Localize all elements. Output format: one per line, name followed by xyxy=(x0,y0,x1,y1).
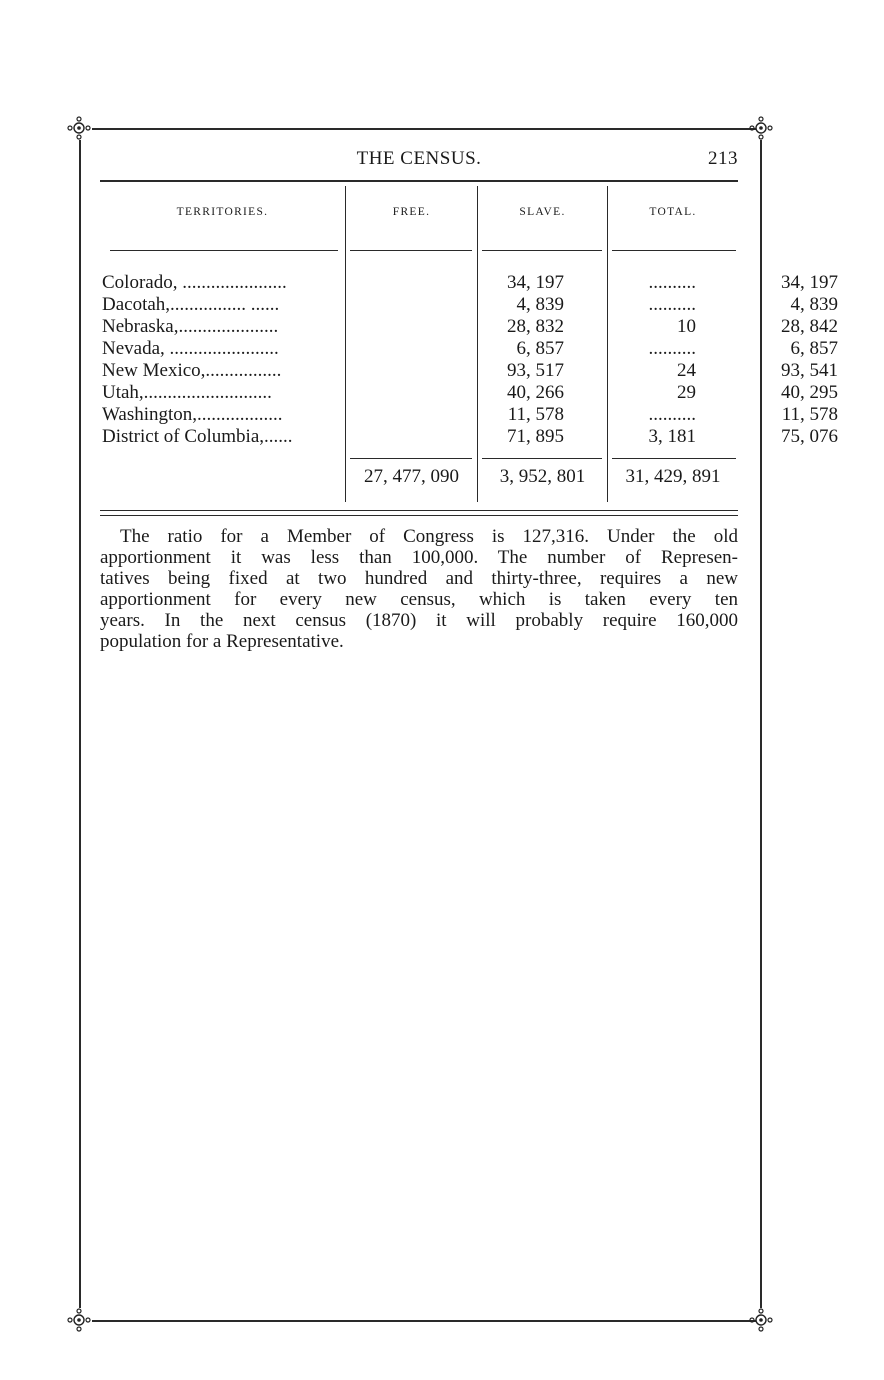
total-count: 4, 839 xyxy=(790,294,838,315)
free-count: 28, 832 xyxy=(507,316,564,337)
grand-total-all: 31, 429, 891 xyxy=(625,466,721,487)
total-count: 75, 076 xyxy=(781,426,838,447)
header-slave: SLAVE. xyxy=(519,206,566,218)
table-row xyxy=(100,426,838,448)
table-row xyxy=(100,294,838,316)
territory-name: Colorado, ...................... xyxy=(102,272,287,293)
territory-name: Nebraska,..................... xyxy=(102,316,279,337)
header-total: TOTAL. xyxy=(649,206,697,218)
total-count: 6, 857 xyxy=(790,338,838,359)
total-count: 11, 578 xyxy=(781,404,838,425)
page-number: 213 xyxy=(708,148,738,169)
paragraph-line: population for a Representative. xyxy=(100,631,344,652)
total-count: 28, 842 xyxy=(781,316,838,337)
slave-count: .......... xyxy=(648,294,696,315)
table-row xyxy=(100,316,838,338)
table-top-rule xyxy=(100,180,738,182)
table-bottom-rule xyxy=(100,515,738,516)
territory-name: New Mexico,................ xyxy=(102,360,282,381)
table-row xyxy=(100,404,838,426)
total-count: 93, 541 xyxy=(781,360,838,381)
table-bottom-rule xyxy=(100,510,738,511)
header-underline xyxy=(612,250,736,251)
frame-bottom-rule xyxy=(92,1320,756,1322)
free-count: 4, 839 xyxy=(516,294,564,315)
running-head xyxy=(100,148,738,176)
paragraph-line: apportionment for every new census, which is taken every ten xyxy=(100,589,738,610)
sum-rule xyxy=(350,458,472,459)
territory-name: Utah,........................... xyxy=(102,382,272,403)
slave-count: 10 xyxy=(677,316,696,337)
territory-name: Dacotah,................ ...... xyxy=(102,294,280,315)
table-row xyxy=(100,382,838,404)
free-count: 11, 578 xyxy=(507,404,564,425)
slave-count: .......... xyxy=(648,272,696,293)
table-row xyxy=(100,360,838,382)
header-free: FREE. xyxy=(392,206,431,218)
paragraph-line: years. In the next census (1870) it will probably require 160,000 xyxy=(100,610,738,631)
free-count: 71, 895 xyxy=(507,426,564,447)
table-row xyxy=(100,272,838,294)
slave-count: .......... xyxy=(648,338,696,359)
table-row xyxy=(100,338,838,360)
grand-total-free: 27, 477, 090 xyxy=(364,466,459,487)
free-count: 6, 857 xyxy=(516,338,564,359)
header-underline xyxy=(110,250,338,251)
body-paragraph xyxy=(100,526,738,652)
header-underline xyxy=(482,250,602,251)
slave-count: 3, 181 xyxy=(648,426,696,447)
header-underline xyxy=(350,250,472,251)
sum-rule xyxy=(612,458,736,459)
sum-rule xyxy=(482,458,602,459)
total-count: 40, 295 xyxy=(781,382,838,403)
frame-left-rule xyxy=(79,140,81,1308)
slave-count: 24 xyxy=(677,360,696,381)
territory-name: Nevada, ....................... xyxy=(102,338,279,359)
free-count: 93, 517 xyxy=(507,360,564,381)
grand-total-slave: 3, 952, 801 xyxy=(499,466,586,487)
corner-ornament-icon xyxy=(748,115,774,141)
territory-name: Washington,.................. xyxy=(102,404,283,425)
total-count: 34, 197 xyxy=(781,272,838,293)
frame-top-rule xyxy=(92,128,756,130)
paragraph-line: tatives being fixed at two hundred and thirty-three, requires a new xyxy=(100,568,738,589)
territory-name: District of Columbia,...... xyxy=(102,426,293,447)
running-title: THE CENSUS. xyxy=(356,148,482,169)
header-territories: TERRITORIES. xyxy=(176,206,269,218)
free-count: 34, 197 xyxy=(507,272,564,293)
slave-count: .......... xyxy=(648,404,696,425)
corner-ornament-icon xyxy=(748,1307,774,1333)
paragraph-line: The ratio for a Member of Congress is 127,316. Under the old xyxy=(120,526,738,547)
paragraph-line: apportionment it was less than 100,000. The number of Represen- xyxy=(100,547,738,568)
free-count: 40, 266 xyxy=(507,382,564,403)
corner-ornament-icon xyxy=(66,1307,92,1333)
slave-count: 29 xyxy=(677,382,696,403)
corner-ornament-icon xyxy=(66,115,92,141)
